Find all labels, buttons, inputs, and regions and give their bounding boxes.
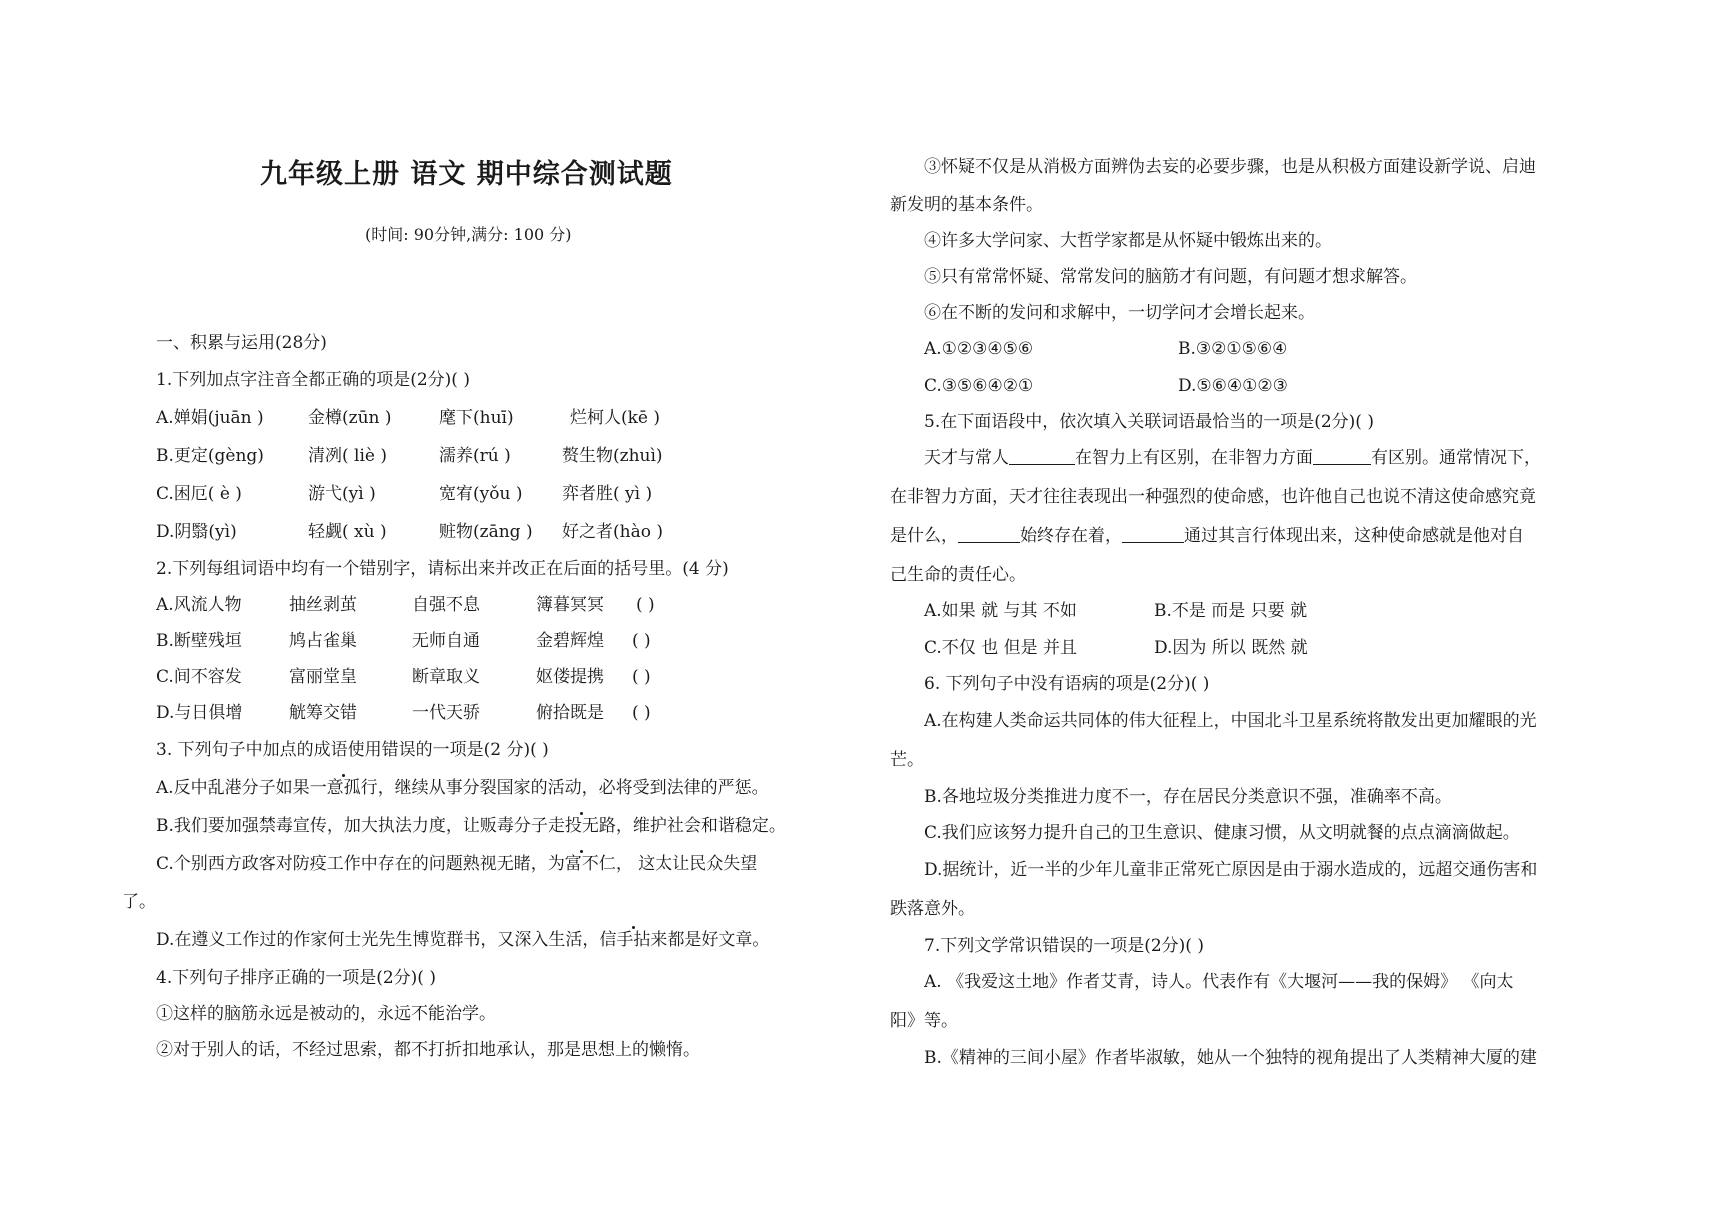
q6-option-c: C.我们应该努力提升自己的卫生意识、健康习惯，从文明就餐的点点滴滴做起。 [924,823,1520,843]
q3-option-a [156,777,769,799]
q2-d-4: 俯拾既是 [536,703,604,723]
q6-option-b: B.各地垃圾分类推进力度不一，存在居民分类意识不强，准确率不高。 [924,787,1452,807]
q3-b-post: ，维护社会和谐稳定。 [615,816,786,836]
q5-blank-1 [1009,448,1075,465]
q4-sentence-5: ⑤只有常常怀疑、常常发问的脑筋才有问题，有问题才想求解答。 [924,267,1417,287]
q2-a-2: 抽丝剥茧 [289,595,357,615]
q1-b-2: 清冽( liè ) [308,446,388,466]
q5-option-d: D.因为 所以 既然 就 [1154,638,1308,658]
q1-d-2: 轻觑( xù ) [308,522,387,542]
q5-option-b: B.不是 而是 只要 就 [1154,601,1308,621]
q1-b-1: B.更定(gèng) [156,446,264,466]
q3-option-c [156,853,757,875]
q1-a-3: 麾下(huī) [439,408,514,428]
q2-b-4: 金碧辉煌 [536,631,604,651]
q4-sentence-6: ⑥在不断的发问和求解中，一切学问才会增长起来。 [924,303,1315,323]
q2-c-3: 断章取义 [412,667,480,687]
q2-b-3: 无师自通 [412,631,480,651]
q2-d-blank: ( ) [632,703,651,723]
q4-sentence-2: ②对于别人的话，不经过思索，都不打折扣地承认，那是思想上的懒惰。 [156,1040,700,1060]
q5-p1b: 在智力上有区别，在非智力方面 [1075,448,1313,468]
q4-sentence-3: ③怀疑不仅是从消极方面辨伪去妄的必要步骤，也是从积极方面建设新学说、启迪 [924,157,1536,177]
q7-stem: 7.下列文学常识错误的一项是(2分)( ) [924,936,1204,956]
q6-option-a-cont: 芒。 [890,750,924,770]
q5-p3b: 始终存在着， [1020,526,1122,546]
section-heading: 一、积累与运用(28分) [156,333,327,353]
q1-c-1: C.困厄( è ) [156,484,242,504]
q3-option-c-cont: 了。 [122,892,156,912]
q3-b-pre: B.我们要加强禁毒宣传，加大执法力度，让贩毒分子 [156,816,548,836]
q3-a-post: ，继续从事分裂国家的活动，必将受到法律的严惩。 [377,778,769,798]
q2-b-1: B.断壁残垣 [156,631,242,651]
q2-a-blank: ( ) [636,595,655,615]
q5-p3a: 是什么， [890,526,958,546]
q4-sentence-1: ①这样的脑筋永远是被动的，永远不能治学。 [156,1004,496,1024]
q3-c-marked: 为富不仁 [547,854,616,874]
q1-b-3: 濡养(rú ) [439,446,511,466]
q2-a-4: 簿暮冥冥 [536,595,604,615]
exam-subtitle: (时间: 90分钟,满分: 100 分) [365,225,572,244]
q4-option-b: B.③②①⑤⑥④ [1178,339,1288,359]
q1-d-3: 赃物(zāng ) [439,522,533,542]
q5-blank-2 [1313,448,1371,465]
q5-blank-3 [958,526,1020,543]
q6-option-d-cont: 跌落意外。 [890,899,975,919]
q2-c-1: C.间不容发 [156,667,242,687]
q1-c-3: 宽宥(yǒu ) [439,484,523,504]
q5-p1a: 天才与常人 [924,448,1009,468]
q5-option-c: C.不仅 也 但是 并且 [924,638,1078,658]
q2-d-1: D.与日俱增 [156,703,243,723]
q3-b-marked: 走投无路 [547,816,616,836]
q4-option-d: D.⑤⑥④①②③ [1178,376,1288,396]
q2-c-4: 妪偻提携 [536,667,604,687]
q4-sentence-3-cont: 新发明的基本条件。 [890,195,1043,215]
q2-c-blank: ( ) [632,667,651,687]
q5-stem: 5.在下面语段中，依次填入关联词语最恰当的一项是(2分)( ) [924,412,1374,432]
q2-d-3: 一代天骄 [412,703,480,723]
q3-d-marked: 信手拈来 [599,930,668,950]
q4-option-c: C.③⑤⑥④②① [924,376,1034,396]
q2-c-2: 富丽堂皇 [289,667,357,687]
q4-sentence-4: ④许多大学问家、大哲学家都是从怀疑中锻炼出来的。 [924,231,1332,251]
q3-stem: 3. 下列句子中加点的成语使用错误的一项是(2 分)( ) [156,740,549,760]
q5-blank-4 [1122,526,1184,543]
q3-option-b [156,815,786,837]
q3-c-post: ， 这太让民众失望 [615,854,758,874]
q2-b-2: 鸠占雀巢 [289,631,357,651]
q5-p3c: 通过其言行体现出来，这种使命感就是他对自 [1184,526,1524,546]
q2-b-blank: ( ) [632,631,651,651]
q3-a-marked: 一意孤行 [309,778,378,798]
q5-passage-line-2: 在非智力方面，天才往往表现出一种强烈的使命感，也许他自己也说不清这使命感究竟 [890,487,1536,507]
q1-a-1: A.婵娟(juān ) [156,408,264,428]
q1-a-4: 烂柯人(kē ) [570,408,661,428]
q5-passage-line-1 [924,447,1541,469]
q1-b-4: 赘生物(zhuì) [562,446,663,466]
page-title: 九年级上册 语文 期中综合测试题 [260,159,673,190]
q1-d-1: D.阴翳(yì) [156,522,237,542]
q7-option-a: A. 《我爱这土地》作者艾青，诗人。代表作有《大堰河——我的保姆》 《向太 [924,972,1514,992]
q3-option-d [156,929,769,951]
q6-option-a: A.在构建人类命运共同体的伟大征程上，中国北斗卫星系统将散发出更加耀眼的光 [924,711,1537,731]
q2-a-1: A.风流人物 [156,595,242,615]
q3-d-pre: D.在遵义工作过的作家何士光先生博览群书，又深入生活， [156,930,600,950]
q7-option-a-cont: 阳》等。 [890,1011,958,1031]
q2-d-2: 觥筹交错 [289,703,357,723]
q6-option-d: D.据统计，近一半的少年儿童非正常死亡原因是由于溺水造成的，远超交通伤害和 [924,860,1538,880]
q5-option-a: A.如果 就 与其 不如 [924,601,1077,621]
q3-d-post: 都是好文章。 [667,930,770,950]
q4-stem: 4.下列句子排序正确的一项是(2分)( ) [156,968,436,988]
q3-a-pre: A.反中乱港分子如果 [156,778,310,798]
q1-a-2: 金樽(zūn ) [308,408,392,428]
q5-passage-line-4: 己生命的责任心。 [890,565,1026,585]
q7-option-b: B.《精神的三间小屋》作者毕淑敏，她从一个独特的视角提出了人类精神大厦的建 [924,1048,1537,1068]
q1-c-4: 弈者胜( yì ) [562,484,653,504]
q5-passage-line-3 [890,525,1524,547]
q2-a-3: 自强不息 [412,595,480,615]
q2-stem: 2.下列每组词语中均有一个错别字，请标出来并改正在后面的括号里。(4 分) [156,559,729,579]
q5-p1c: 有区别。通常情况下， [1371,448,1541,468]
q4-option-a: A.①②③④⑤⑥ [924,339,1034,359]
q6-stem: 6. 下列句子中没有语病的项是(2分)( ) [924,674,1210,694]
q1-stem: 1.下列加点字注音全都正确的项是(2分)( ) [156,370,470,390]
q1-d-4: 好之者(hào ) [562,522,663,542]
q3-c-pre: C.个别西方政客对防疫工作中存在的问题熟视无睹， [156,854,548,874]
q1-c-2: 游弋(yì ) [308,484,376,504]
